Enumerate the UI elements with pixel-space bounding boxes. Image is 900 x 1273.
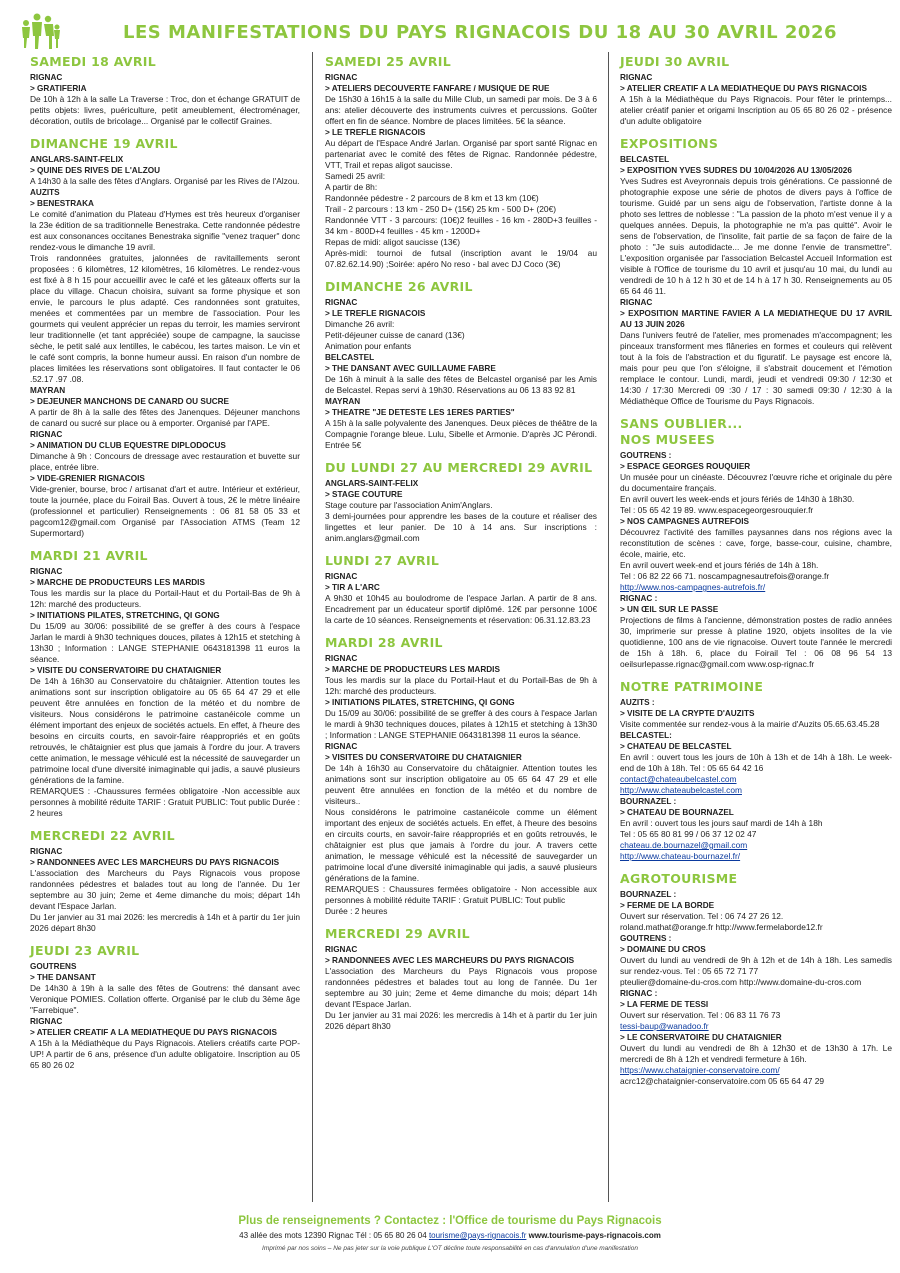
event-description: L'association des Marcheurs du Pays Rignacois vous propose randonnées pédestres et balades tout au long de l'année. Du 1er septembre au 30 juin; 2eme et 4eme dimanche du mois; départ 14h devant l'Espace Jarlan. bbox=[325, 966, 597, 1009]
event-description: Tel : 05 65 80 81 99 / 06 37 12 02 47 bbox=[620, 829, 757, 839]
event-title: > VISITE DU CONSERVATOIRE DU CHATAIGNIER bbox=[30, 666, 222, 675]
event-description: Découvrez l'activité des familles paysannes dans nos régions avec la reconstitution de scènes : cave, forge, basse-cour, cuisine, chambre, école, mairie, etc. bbox=[620, 527, 892, 559]
event-description: Un musée pour un cinéaste. Découvrez l'œuvre riche et originale du père du documentaire français. bbox=[620, 472, 892, 493]
event-title: > INITIATIONS PILATES, STRETCHING, QI GONG bbox=[30, 611, 220, 620]
event-description[interactable]: https://www.chataignier-conservatoire.com/ bbox=[620, 1065, 780, 1075]
event-title: > VISITE DE LA CRYPTE D'AUZITS bbox=[620, 709, 755, 718]
column-divider bbox=[312, 52, 313, 1202]
footer-website-link[interactable]: www.tourisme-pays-rignacois.com bbox=[528, 1231, 661, 1240]
event-description: Du 15/09 au 30/06: possibilité de se greffer à des cours à l'espace Jarlan le mardi à 9h30 techniques douces, pilates à 12h15 et stetching à 13h30 ; Information : LANGE STEPHANIE 0643181398 11 euros la séance. bbox=[325, 708, 597, 740]
event-description: REMARQUES : Chaussures fermées obligatoire - Non accessible aux personnes à mobilité réduite TARIF : Gratuit PUBLIC: Tout public bbox=[325, 884, 597, 905]
location-name: GOUTRENS bbox=[30, 962, 77, 971]
event-description: Ouvert sur réservation. Tel : 06 83 11 76 73 bbox=[620, 1010, 781, 1020]
event-title: > ANIMATION DU CLUB EQUESTRE DIPLODOCUS bbox=[30, 441, 226, 450]
event-title: > NOS CAMPAGNES AUTREFOIS bbox=[620, 517, 749, 526]
location-name: RIGNAC bbox=[30, 73, 63, 82]
event-description: Ouvert du lundi au vendredi de 8h à 12h30 et de 13h30 à 17h. Le mercredi de 8h à 12h et vendredi fermeture à 16h. bbox=[620, 1043, 892, 1064]
event-title: > INITIATIONS PILATES, STRETCHING, QI GONG bbox=[325, 698, 515, 707]
location-name: RIGNAC : bbox=[620, 594, 658, 603]
event-description[interactable]: tessi-baup@wanadoo.fr bbox=[620, 1021, 709, 1031]
location-name: RIGNAC bbox=[325, 742, 358, 751]
location-name: BELCASTEL bbox=[325, 353, 375, 362]
location-name: BOURNAZEL : bbox=[620, 890, 677, 899]
event-description: Du 15/09 au 30/06: possibilité de se greffer à des cours à l'espace Jarlan le mardi à 9h30 techniques douces, pilates à 12h15 et stetching à 13h30 ; Information : LANGE STEPHANIE 0643181398 11 euros la séance. bbox=[30, 621, 300, 664]
footer-disclaimer: Imprimé par nos soins – Ne pas jeter sur la voie publique L'OT décline toute responsabilité en cas d'annulation d'une manifestation bbox=[262, 1245, 638, 1252]
location-name: RIGNAC bbox=[30, 567, 63, 576]
event-title: > EXPOSITION MARTINE FAVIER A LA MEDIATHEQUE DU 17 AVRIL AU 13 JUIN 2026 bbox=[620, 309, 892, 329]
event-description: De 14h à 16h30 au Conservatoire du châtaignier. Attention toutes les animations sont sur inscription obligatoire au 05 65 64 47 29 et elle peuvent être annulées en fonction de la météo et du nombre de visiteurs.. bbox=[325, 763, 597, 806]
section-heading: DIMANCHE 26 AVRIL bbox=[325, 279, 473, 294]
location-name: RIGNAC bbox=[325, 654, 358, 663]
location-name: BELCASTEL bbox=[620, 155, 670, 164]
event-title: > TIR A L'ARC bbox=[325, 583, 380, 592]
section-heading: SAMEDI 25 AVRIL bbox=[325, 54, 452, 69]
page-title: LES MANIFESTATIONS DU PAYS RIGNACOIS DU 18 AU 30 AVRIL 2026 bbox=[123, 22, 837, 43]
event-description: De 14h30 à 19h à la salle des fêtes de Goutrens: thé dansant avec Veronique POMIES. Collation offerte. Organisé par le club du 3ème âge "Farrebique". bbox=[30, 983, 300, 1015]
event-description: Visite commentée sur rendez-vous à la mairie d'Auzits 05.65.63.45.28 bbox=[620, 719, 880, 729]
section-heading: DU LUNDI 27 AU MERCREDI 29 AVRIL bbox=[325, 460, 593, 475]
event-title: > VIDE-GRENIER RIGNACOIS bbox=[30, 474, 145, 483]
location-name: MAYRAN bbox=[325, 397, 361, 406]
event-description: acrc12@chataignier-conservatoire.com 05 65 64 47 29 bbox=[620, 1076, 825, 1086]
event-description: Randonnée VTT - 3 parcours: (10€)2 feuilles - 16 km - 280D+3 feuilles - 34 km - 800D+4 feuilles - 45 km - 1200D+ bbox=[325, 215, 597, 236]
event-title: > THE DANSANT bbox=[30, 973, 96, 982]
event-description: Stage couture par l'association Anim'Anglars. bbox=[325, 500, 493, 510]
event-description: Randonnée pédestre - 2 parcours de 8 km et 13 km (10€) bbox=[325, 193, 539, 203]
section-heading: JEUDI 30 AVRIL bbox=[620, 54, 730, 69]
event-title: > ESPACE GEORGES ROUQUIER bbox=[620, 462, 751, 471]
event-title: > ATELIER CREATIF A LA MEDIATHEQUE DU PAYS RIGNACOIS bbox=[620, 84, 867, 93]
footer-email-link[interactable]: tourisme@pays-rignacois.fr bbox=[428, 1231, 527, 1240]
event-description: Samedi 25 avril: bbox=[325, 171, 386, 181]
event-description: A 15h à la Médiathèque du Pays Rignacois. Ateliers créatifs carte POP-UP! A partir de 6 ans, présence d'un adulte obligatoire. Inscription au 05 65 80 26 02 bbox=[30, 1038, 300, 1070]
event-title: > EXPOSITION YVES SUDRES DU 10/04/2026 AU 13/05/2026 bbox=[620, 166, 852, 175]
event-title: > LE CONSERVATOIRE DU CHATAIGNIER bbox=[620, 1033, 782, 1042]
event-title: > UN ŒIL SUR LE PASSE bbox=[620, 605, 719, 614]
section-heading: JEUDI 23 AVRIL bbox=[30, 943, 140, 958]
event-description: En avril ouvert week-end et jours fériés de 14h à 18h. bbox=[620, 560, 819, 570]
event-description: A partir de 8h: bbox=[325, 182, 378, 192]
location-name: RIGNAC bbox=[30, 847, 63, 856]
event-description: A partir de 8h à la salle des fêtes des Janenques. Déjeuner manchons de canard ou sucré sur place ou à emporter. Organisé par l'APE. bbox=[30, 407, 300, 428]
event-description: REMARQUES : -Chaussures fermées obligatoire -Non accessible aux personnes à mobilité réduite TARIF : Gratuit PUBLIC: Tout public Durée : 2 heures bbox=[30, 786, 300, 818]
event-title: > ATELIER CREATIF A LA MEDIATHEQUE DU PAYS RIGNACOIS bbox=[30, 1028, 277, 1037]
section-heading: MARDI 28 AVRIL bbox=[325, 635, 443, 650]
event-description: Trois randonnées gratuites, jalonnées de ravitaillements seront proposées : 6 kilomètres, 12 kilomètres, 16 kilomètres. Le rendez-vous est fixé à 8 h 15 pour accueillir avec le café et les gâteaux offerts sur la place du village. Chacun choisira, suivant sa forme physique et son envie, le parcours le plus adapté. Ces randonnées sont gratuites, menées et commentées par un membre de l'association. Pour les gourmets qui veulent apprécier un repas du terroir, les mamies serviront leur traditionnelle (et tant appréciée) soupe de campagne, la saucisse sèche, le petit salé aux lentilles, le cabécou, les tartes maison. Le vin et le café sont compris, la bonne humeur aussi. En raison d'un nombre de places limitées les réservations sont obligatoires. Il faut contacter le 06 .52.17 .97 .08. bbox=[30, 253, 300, 384]
event-title: > MARCHE DE PRODUCTEURS LES MARDIS bbox=[30, 578, 205, 587]
event-description: Après-midi: tournoi de futsal (inscription avant le 19/04 au 07.82.62.14.90) ;Soirée: apéro No reso - bal avec DJ Coco (3€) bbox=[325, 248, 597, 269]
event-description: De 15h30 à 16h15 à la salle du Mille Club, un samedi par mois. De 3 à 6 ans: atelier découverte des instruments cuivres et percussions. Goûter offert en fin de séance. Nombre de places limitées. 5€ la séance. bbox=[325, 94, 597, 126]
location-name: AUZITS bbox=[30, 188, 60, 197]
event-description[interactable]: http://www.chateau-bournazel.fr/ bbox=[620, 851, 741, 861]
event-description: L'association des Marcheurs du Pays Rignacois vous propose randonnées pédestres et balades tout au long de l'année. Du 1er septembre au 30 juin; 2eme et 4eme dimanche du mois; départ 14h devant l'Espace Jarlan. bbox=[30, 868, 300, 911]
event-title: > GRATIFERIA bbox=[30, 84, 87, 93]
event-description: Petit-déjeuner cuisse de canard (13€) bbox=[325, 330, 465, 340]
event-description: Au départ de l'Espace André Jarlan. Organisé par sport santé Rignac en partenariat avec le comité des fêtes de Rignac. Randonnée pédestre, VTT, Trail et repas aligot saucisse. bbox=[325, 138, 597, 170]
location-name: GOUTRENS : bbox=[620, 451, 672, 460]
event-description: Dimanche à 9h : Concours de dressage avec restauration et buvette sur place, entrée libre. bbox=[30, 451, 300, 472]
family-silhouette-icon bbox=[18, 12, 62, 50]
event-description: A 14h30 à la salle des fêtes d'Anglars. Organisé par les Rives de l'Alzou. bbox=[30, 176, 300, 186]
event-description[interactable]: http://www.nos-campagnes-autrefois.fr/ bbox=[620, 582, 766, 592]
section-heading: DIMANCHE 19 AVRIL bbox=[30, 136, 178, 151]
event-title: > LA FERME DE TESSI bbox=[620, 1000, 709, 1009]
location-name: RIGNAC bbox=[325, 945, 358, 954]
event-description[interactable]: http://www.chateaubelcastel.com bbox=[620, 785, 742, 795]
event-description: De 14h à 16h30 au Conservatoire du châtaignier. Attention toutes les animations sont sur inscription obligatoire au 05 65 64 47 29 et elle peuvent être annulées en fonction de la météo et du nombre de visiteurs. Nous considérons le patrimoine castanéicole comme un élément important des enjeux de sociétés actuels. En effet, à l'heure des besoins en circuits courts, en savoir-faire réappropriés et en goûts retrouvés, le châtaignier est plus que jamais à l'ordre du jour. A travers cette animation, le message véhiculé est la nécessité de sauvegarder un patrimoine local d'une diversité inimaginable qui jadis, a sauvé plusieurs générations de la famine. bbox=[30, 676, 300, 785]
event-description[interactable]: contact@chateaubelcastel.com bbox=[620, 774, 737, 784]
event-description: A 15h à la Médiathèque du Pays Rignacois. Pour fêter le printemps... atelier créatif panier et origami Inscription au 05 65 80 26 02 - présence d'un adulte obligatoire bbox=[620, 94, 892, 126]
event-description: Projections de films à l'ancienne, démonstration postes de radio années 30, imprimerie sur presse à platine 1920, objets insolites de la vie quotidienne, 100 ans de vie rignacoise. Ouvert toute l'année le mercredi de 15h à 18h. 6, place du Foirail Tel : 06 08 96 54 13 oeilsurlepasse.rignac@gmail.com www.osp-rignac.fr bbox=[620, 615, 892, 669]
column-divider bbox=[608, 52, 609, 1202]
event-title: > BENESTRAKA bbox=[30, 199, 94, 208]
location-name: BOURNAZEL : bbox=[620, 797, 677, 806]
location-name: RIGNAC bbox=[325, 572, 358, 581]
location-name: ANGLARS-SAINT-FELIX bbox=[325, 479, 419, 488]
section-heading: EXPOSITIONS bbox=[620, 136, 719, 151]
event-description: Ouvert sur réservation. Tel : 06 74 27 26 12. bbox=[620, 911, 784, 921]
event-title: > RANDONNEES AVEC LES MARCHEURS DU PAYS RIGNACOIS bbox=[325, 956, 575, 965]
event-description: Trail - 2 parcours : 13 km - 250 D+ (15€) 25 km - 500 D+ (20€) bbox=[325, 204, 557, 214]
location-name: RIGNAC bbox=[620, 298, 653, 307]
location-name: RIGNAC : bbox=[620, 989, 658, 998]
event-title: > CHATEAU DE BELCASTEL bbox=[620, 742, 732, 751]
location-name: RIGNAC bbox=[325, 73, 358, 82]
event-description: Du 1er janvier au 31 mai 2026: les mercredis à 14h et à partir du 1er juin 2026 départ 8h30 bbox=[30, 912, 300, 933]
event-description: Tel : 05 65 42 19 89. www.espacegeorgesrouquier.fr bbox=[620, 505, 814, 515]
footer-address bbox=[0, 1231, 900, 1240]
event-description: Yves Sudres est Aveyronnais depuis trois générations. Ce passionné de photographie expose une série de photos de divers pays à l'office de tourisme. Guidé par un sens aigu de l'observation, l'artiste donne à la photo ses lettres de noblesse : "La passion de la photo m'est venue il y a quelques années. Depuis, la photographie ne m'a pas quitté". Avoir le sens de l'observation, de l'insolite, fait partie de sa façon de faire de la photo : "Je suis autodidacte... Je me donne l'envie de transmettre". L'exposition organisée par l'association Belcastel Accueil Information est visible à l'Office de tourisme du 10 avril et jusqu'au 10 mai, du lundi au vendredi de 10 h à 12 h 30 et de 14 h à 17 h 30. Renseignements au 05 65 64 46 11. bbox=[620, 176, 892, 296]
section-heading: MERCREDI 22 AVRIL bbox=[30, 828, 175, 843]
event-title: > STAGE COUTURE bbox=[325, 490, 403, 499]
section-heading: SAMEDI 18 AVRIL bbox=[30, 54, 157, 69]
event-description: roland.mathat@orange.fr http://www.fermelaborde12.fr bbox=[620, 922, 823, 932]
location-name: RIGNAC bbox=[620, 73, 653, 82]
location-name: RIGNAC bbox=[325, 298, 358, 307]
location-name: RIGNAC bbox=[30, 1017, 63, 1026]
event-description: A 9h30 et 10h45 au boulodrome de l'espace Jarlan. A partir de 8 ans. Encadrement par un éducateur sportif diplômé. 12€ par personne 100€ la carte de 10 séances. Renseignements et réservation: 06.31.12.83.23 bbox=[325, 593, 597, 625]
event-description: Tous les mardis sur la place du Portail-Haut et du Portail-Bas de 9h à 12h: marché des producteurs. bbox=[30, 588, 300, 609]
event-title: > FERME DE LA BORDE bbox=[620, 901, 715, 910]
event-title: > THE DANSANT AVEC GUILLAUME FABRE bbox=[325, 364, 496, 373]
footer-address-text: 43 allée des mots 12390 Rignac Tél : 05 65 80 26 04 bbox=[239, 1231, 427, 1240]
event-description: En avril : ouvert tous les jours sauf mardi de 14h à 18h bbox=[620, 818, 823, 828]
event-title: > QUINE DES RIVES DE L'ALZOU bbox=[30, 166, 161, 175]
section-heading: SANS OUBLIER... bbox=[620, 416, 743, 431]
event-description: 3 demi-journées pour apprendre les bases de la couture et réaliser des lingettes et leur panier. De 10 à 14 ans. Sur inscriptions : anim.anglars@gmail.com bbox=[325, 511, 597, 543]
event-description[interactable]: chateau.de.bournazel@gmail.com bbox=[620, 840, 748, 850]
event-title: > LE TREFLE RIGNACOIS bbox=[325, 309, 426, 318]
event-description: De 16h à minuit à la salle des fêtes de Belcastel organisé par les Amis de Belcastel. Repas servi à 19h30. Réservations au 06 13 83 92 81 bbox=[325, 374, 597, 395]
section-heading: AGROTOURISME bbox=[620, 871, 738, 886]
event-title: > DEJEUNER MANCHONS DE CANARD OU SUCRE bbox=[30, 397, 230, 406]
location-name: AUZITS : bbox=[620, 698, 655, 707]
event-description: Du 1er janvier au 31 mai 2026: les mercredis à 14h et à partir du 1er juin 2026 départ 8h30 bbox=[325, 1010, 597, 1031]
event-description: Dimanche 26 avril: bbox=[325, 319, 395, 329]
section-heading: MERCREDI 29 AVRIL bbox=[325, 926, 470, 941]
event-description: A 15h à la salle polyvalente des Janenques. Deux pièces de théâtre de la Compagnie l'orange bleue. Lulu, Sibelle et Armonie. D'après JC Pérondi. Entrée 5€ bbox=[325, 418, 597, 450]
location-name: BELCASTEL: bbox=[620, 731, 672, 740]
event-description: Le comité d'animation du Plateau d'Hymes est très heureux d'organiser la 23e édition de sa traditionnelle Benestraka. Cette randonnée pédestre est aux consonances occitanes Benestraka signifie "venez traquer" donc rendez-vous le dimanche 19 avril. bbox=[30, 209, 300, 252]
event-title: > LE TREFLE RIGNACOIS bbox=[325, 128, 426, 137]
event-title: > THEATRE "JE DETESTE LES 1ERES PARTIES" bbox=[325, 408, 515, 417]
location-name: GOUTRENS : bbox=[620, 934, 672, 943]
event-description: Tous les mardis sur la place du Portail-Haut et du Portail-Bas de 9h à 12h: marché des producteurs. bbox=[325, 675, 597, 696]
event-description: En avril ouvert les week-ends et jours fériés de 14h30 à 18h30. bbox=[620, 494, 855, 504]
section-heading: NOS MUSEES bbox=[620, 432, 716, 447]
event-title: > ATELIERS DECOUVERTE FANFARE / MUSIQUE DE RUE bbox=[325, 84, 550, 93]
section-heading: MARDI 21 AVRIL bbox=[30, 548, 148, 563]
column-1 bbox=[30, 52, 300, 1071]
event-description: pteulier@domaine-du-cros.com http://www.domaine-du-cros.com bbox=[620, 977, 862, 987]
section-heading: NOTRE PATRIMOINE bbox=[620, 679, 764, 694]
location-name: ANGLARS-SAINT-FELIX bbox=[30, 155, 124, 164]
event-description: Durée : 2 heures bbox=[325, 906, 388, 916]
column-3 bbox=[620, 52, 892, 1087]
event-description: Vide-grenier, bourse, broc / artisanat d'art et autre. Intérieur et extérieur, toute la journée, place du Foirail Bas. Ouvert à tous, 2€ le mètre linéaire (professionnel et particulier) Renseignements : 06 81 58 05 33 et pagcom12@gmail.com Organisé par l'Association ATMS (Team 12 Supermortard) bbox=[30, 484, 300, 538]
event-description: Tel : 06 82 22 66 71. noscampagnesautrefois@orange.fr bbox=[620, 571, 830, 581]
event-description: Dans l'univers feutré de l'atelier, mes promenades m'accompagnent; les pinceaux transforment mes flâneries en formes et couleurs qui relèvent tout à la fois de l'abstraction et du figuratif. Le paysage est encore là, mais pour peu que l'on s'éloigne, il s'abstrait doucement et l'émotion remplace le contour. Lundi, mardi, jeudi et vendredi 09:30 / 12:30 et 14:30 / 17:30 Mercredi 09 :30 / 17 : 30 samedi 09:30 / 12:30 à la Médiathèque Office de Tourisme du Pays Rignacois. bbox=[620, 330, 892, 406]
event-description: De 10h à 12h à la salle La Traverse : Troc, don et échange GRATUIT de petits objets: livres, puériculture, petit ameublement, électroménager, décoration, outils de bricolage... Organisé par le collectif Graines. bbox=[30, 94, 300, 126]
section-heading: LUNDI 27 AVRIL bbox=[325, 553, 440, 568]
event-description: Repas de midi: aligot saucisse (13€) bbox=[325, 237, 460, 247]
event-title: > MARCHE DE PRODUCTEURS LES MARDIS bbox=[325, 665, 500, 674]
event-title: > CHATEAU DE BOURNAZEL bbox=[620, 808, 734, 817]
event-description: Nous considérons le patrimoine castanéicole comme un élément important des enjeux de sociétés actuels. En effet, à l'heure des besoins en circuits courts, en savoir-faire réappropriés et en goûts retrouvés, le châtaignier est plus que jamais à l'ordre du jour. A travers cette animation, le message véhiculé est la nécessité de sauvegarder un patrimoine local d'une diversité inimaginable qui jadis, a sauvé plusieurs générations de la famine. bbox=[325, 807, 597, 883]
event-description: En avril : ouvert tous les jours de 10h à 13h et de 14h à 18h. Le week-end de 10h à 18h. Tel : 05 65 64 42 16 bbox=[620, 752, 892, 773]
event-title: > RANDONNEES AVEC LES MARCHEURS DU PAYS RIGNACOIS bbox=[30, 858, 280, 867]
event-description: Animation pour enfants bbox=[325, 341, 412, 351]
footer-contact-title: Plus de renseignements ? Contactez : l'Office de tourisme du Pays Rignacois bbox=[238, 1215, 662, 1227]
event-description: Ouvert du lundi au vendredi de 9h à 12h et de 14h à 18h. Les samedis sur rendez-vous. Tel : 05 65 72 71 77 bbox=[620, 955, 892, 976]
event-title: > VISITES DU CONSERVATOIRE DU CHATAIGNIER bbox=[325, 753, 522, 762]
event-title: > DOMAINE DU CROS bbox=[620, 945, 706, 954]
location-name: RIGNAC bbox=[30, 430, 63, 439]
column-2 bbox=[325, 52, 597, 1032]
location-name: MAYRAN bbox=[30, 386, 66, 395]
